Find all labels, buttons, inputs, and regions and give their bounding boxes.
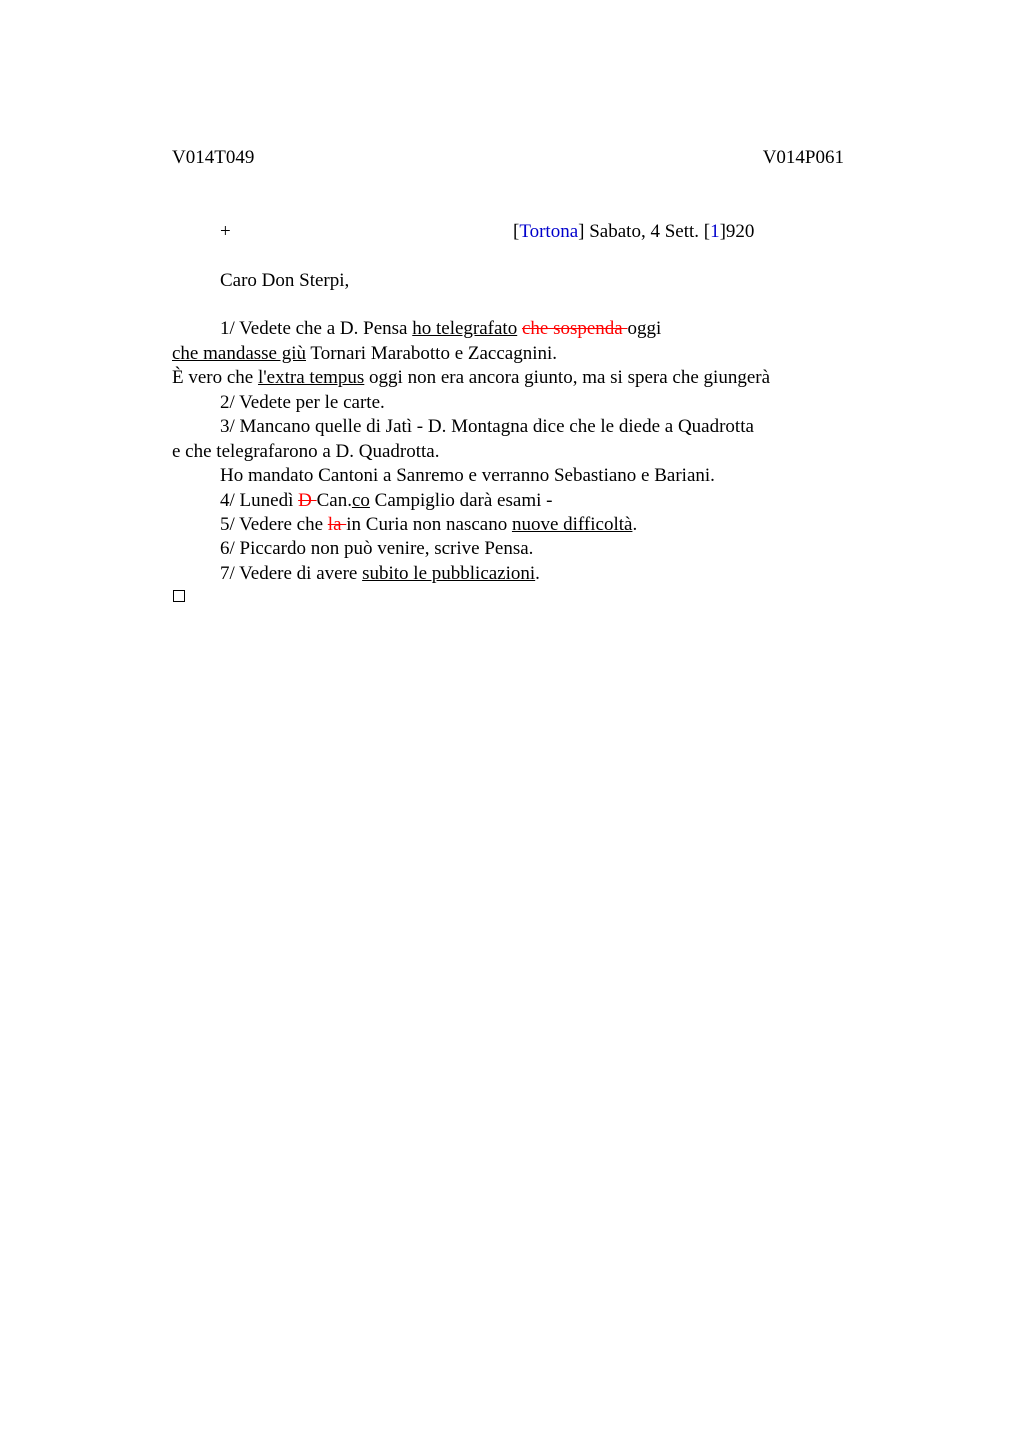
deleted-text: la: [327, 514, 347, 535]
text: .: [535, 563, 540, 584]
text: 1/ Vedete che a D. Pensa: [220, 318, 413, 339]
underlined-text: nuove difficoltà: [511, 514, 633, 535]
text: .: [632, 514, 638, 535]
place-name: Tortona: [519, 221, 579, 242]
bracket: ]: [719, 221, 726, 242]
text: Tornari Marabotto e Zaccagnini.: [306, 343, 558, 364]
letter-line-8: [220, 489, 552, 513]
text: oggi non era ancora giunto, ma si spera che giungerà: [364, 367, 771, 388]
letter-line-11: [220, 562, 540, 586]
date-text: Sabato, 4 Sett.: [584, 221, 704, 242]
letter-line-7: Ho mandato Cantoni a Sanremo e verranno Sebastiano e Bariani.: [220, 465, 715, 486]
letter-line-5: 3/ Mancano quelle di Jatì - D. Montagna dice che le diede a Quadrotta: [220, 416, 754, 437]
letter-line-1: [220, 317, 661, 341]
deleted-text: D: [298, 490, 317, 511]
text: 4/ Lunedì: [220, 490, 299, 511]
text: Campiglio darà esami -: [369, 490, 553, 511]
year-digit: 1: [710, 221, 720, 242]
bracket: [: [703, 221, 711, 242]
bracket: [: [513, 221, 520, 242]
underlined-text: subito le pubblicazioni: [362, 563, 536, 584]
text: 7/ Vedere di avere: [220, 563, 363, 584]
text: È vero che: [172, 367, 258, 388]
bracket: ]: [578, 221, 585, 242]
underlined-text: ho telegrafato: [412, 318, 518, 339]
document-code-left: V014T049: [172, 147, 255, 168]
end-box-icon: [173, 590, 185, 602]
letter-line-10: 6/ Piccardo non può venire, scrive Pensa.: [220, 538, 534, 559]
letter-line-9: [220, 513, 637, 537]
letter-line-3: [172, 366, 770, 390]
underlined-text: che mandasse giù: [172, 343, 307, 364]
cross-symbol: +: [220, 221, 231, 242]
letter-line-6: e che telegrafarono a D. Quadrotta.: [172, 441, 440, 462]
underlined-text: co: [351, 490, 370, 511]
underlined-text: l'extra tempus: [257, 367, 365, 388]
salutation: Caro Don Sterpi,: [220, 270, 350, 291]
text: Can.: [316, 490, 352, 511]
letter-line-4: 2/ Vedete per le carte.: [220, 392, 385, 413]
year-rest: 920: [725, 221, 755, 242]
dateline: [513, 220, 754, 244]
document-code-right: V014P061: [762, 147, 844, 168]
text: 5/ Vedere che: [220, 514, 328, 535]
text: oggi: [627, 318, 662, 339]
deleted-text: che sospenda: [521, 318, 628, 339]
text: in Curia non nascano: [346, 514, 512, 535]
letter-line-2: [172, 342, 557, 366]
